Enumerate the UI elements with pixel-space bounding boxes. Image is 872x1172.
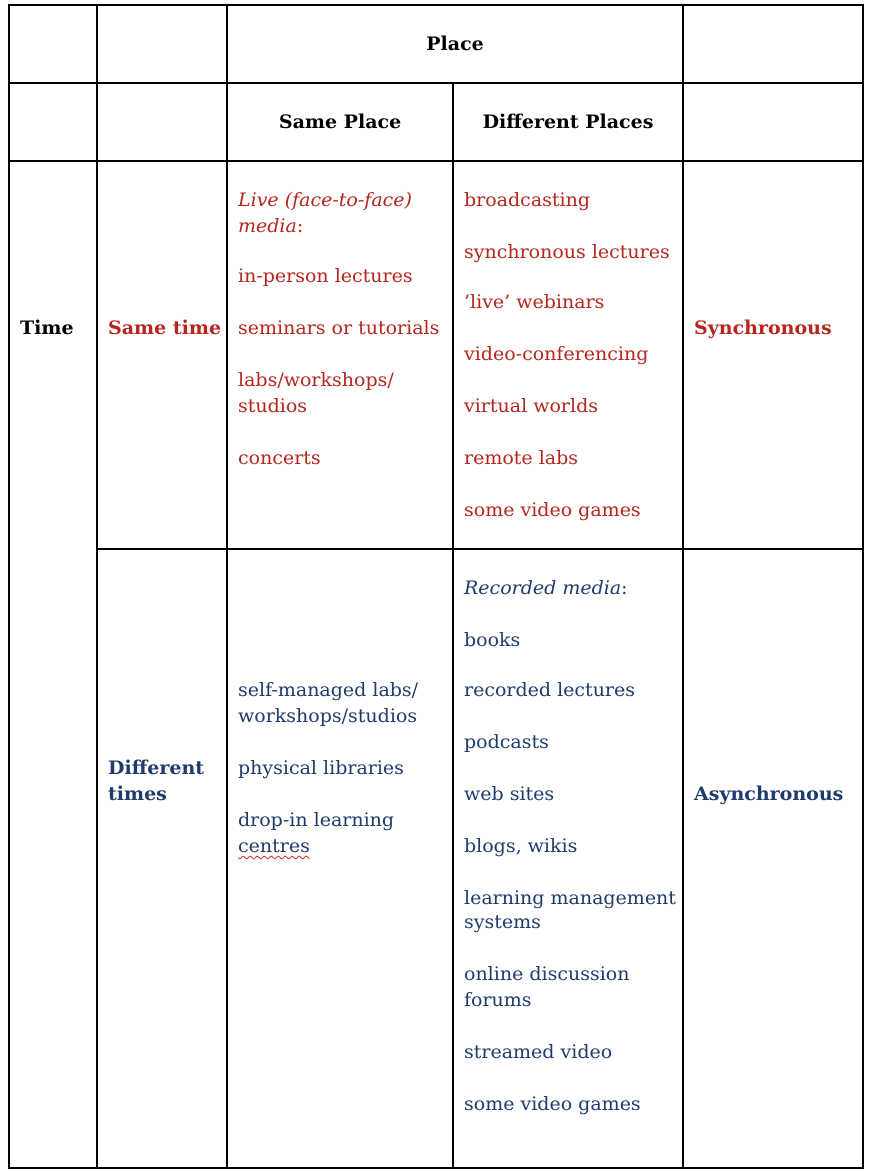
live-media-intro-colon: : bbox=[296, 215, 304, 237]
table-row-divider-1 bbox=[8, 82, 864, 84]
table-border-top bbox=[8, 4, 864, 6]
recorded-media-intro-colon: : bbox=[621, 577, 628, 599]
live-media-intro-line-2 bbox=[238, 213, 439, 239]
different-times-label-line-2: times bbox=[108, 783, 167, 805]
list-item: labs/workshops/ bbox=[238, 369, 394, 391]
list-item: in-person lectures bbox=[238, 265, 413, 287]
recorded-media-intro-italic: Recorded media bbox=[464, 577, 622, 599]
list-item: some video games bbox=[464, 1093, 641, 1115]
different-times-same-place-cell bbox=[238, 677, 418, 859]
asynchronous-label: Asynchronous bbox=[694, 783, 844, 805]
table-col-divider-3 bbox=[452, 82, 454, 1169]
list-item: virtual worlds bbox=[464, 395, 598, 417]
different-places-header: Different Places bbox=[482, 111, 654, 133]
table-border-bottom bbox=[8, 1167, 864, 1169]
list-item: podcasts bbox=[464, 731, 549, 753]
table-col-divider-4 bbox=[682, 4, 684, 1169]
spellcheck-underlined-word: centres bbox=[238, 835, 310, 857]
list-item: recorded lectures bbox=[464, 679, 636, 701]
live-media-intro-italic-1: Live (face-to-face) bbox=[238, 189, 412, 211]
table-col-divider-1 bbox=[96, 4, 98, 1169]
list-item: blogs, wikis bbox=[464, 835, 578, 857]
list-item: remote labs bbox=[464, 447, 579, 469]
different-times-different-places-cell bbox=[464, 575, 676, 1117]
place-header: Place bbox=[426, 33, 484, 55]
different-times-label bbox=[108, 755, 204, 807]
list-item: studios bbox=[238, 395, 308, 417]
same-time-label: Same time bbox=[108, 317, 222, 339]
same-place-header: Same Place bbox=[278, 111, 402, 133]
list-item: books bbox=[464, 629, 521, 651]
list-item: drop-in learning bbox=[238, 809, 395, 831]
different-times-label-line-1: Different bbox=[108, 757, 205, 779]
list-item bbox=[238, 833, 418, 859]
list-item: broadcasting bbox=[464, 189, 591, 211]
list-item: concerts bbox=[238, 447, 321, 469]
list-item: systems bbox=[464, 911, 541, 933]
list-item: physical libraries bbox=[238, 757, 404, 779]
live-media-intro-italic-2: media bbox=[238, 215, 297, 237]
list-item: web sites bbox=[464, 783, 555, 805]
list-item: synchronous lectures bbox=[464, 241, 670, 263]
table-row-divider-2 bbox=[8, 160, 864, 162]
list-item: online discussion bbox=[464, 963, 630, 985]
list-item: ’live’ webinars bbox=[464, 291, 605, 313]
list-item: workshops/studios bbox=[238, 705, 418, 727]
list-item: learning management bbox=[464, 887, 676, 909]
table-border-right bbox=[862, 4, 864, 1169]
list-item: some video games bbox=[464, 499, 641, 521]
list-item: streamed video bbox=[464, 1041, 613, 1063]
table-row-divider-3 bbox=[97, 548, 864, 550]
list-item: self-managed labs/ bbox=[238, 679, 419, 701]
live-media-intro-line-1 bbox=[238, 187, 439, 213]
same-time-same-place-cell bbox=[238, 187, 439, 471]
table-col-divider-2 bbox=[226, 4, 228, 1169]
recorded-media-intro bbox=[464, 575, 676, 601]
list-item: video-conferencing bbox=[464, 343, 649, 365]
synchronous-label: Synchronous bbox=[694, 317, 832, 339]
list-item: seminars or tutorials bbox=[238, 317, 440, 339]
time-label: Time bbox=[20, 317, 74, 339]
table-border-left bbox=[8, 4, 10, 1169]
list-item: forums bbox=[464, 989, 532, 1011]
same-time-different-places-cell bbox=[464, 187, 670, 523]
